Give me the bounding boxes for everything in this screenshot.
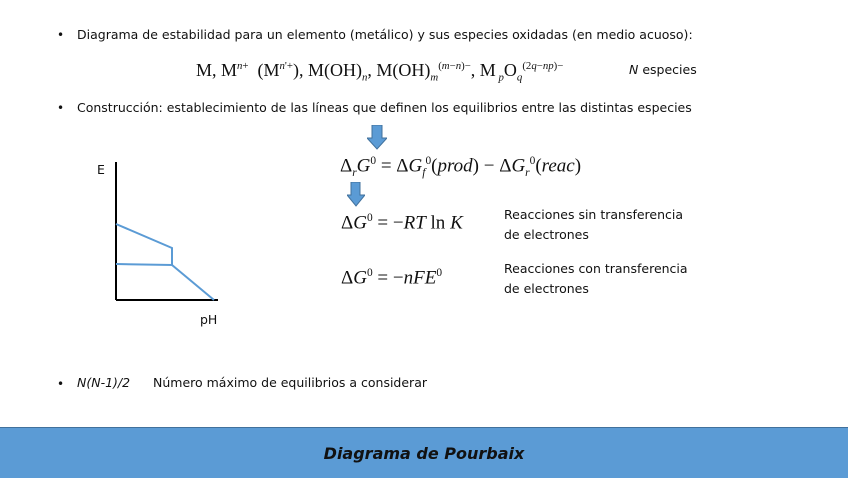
bullet-text-construction: Construcción: establecimiento de las líneas que definen los equilibrios entre las distintas especies <box>77 100 692 115</box>
equation-with-transfer: $\Delta G^0 = -nFE^0$ <box>341 267 443 289</box>
equation-reaction-gibbs: $\Delta_rG^0$ = $\Delta G_f^0(prod)$ − $\Delta G_r^0(reac)$ <box>340 155 582 180</box>
equilibria-formula: N(N-1)/2 <box>77 375 131 390</box>
label-no-transfer-2: de electrones <box>504 227 589 242</box>
axis-label-ph: pH <box>200 312 218 327</box>
species-formula: M, $M^{n+}$ $(M^{n'+})$, $M(OH)_n$, $M(OH)_m^{(m-n)-}$, M $_pO_q^{(2q-np)-}$ <box>196 60 564 84</box>
pourbaix-sketch <box>110 160 230 310</box>
down-arrow-icon <box>367 125 387 150</box>
footer-bar <box>0 427 848 478</box>
label-no-transfer-1: Reacciones sin transferencia <box>504 207 684 222</box>
bullet-symbol-3: • <box>57 377 65 391</box>
bullet-symbol-1: • <box>57 28 65 42</box>
label-with-transfer-2: de electrones <box>504 281 589 296</box>
footer-title: Diagrama de Pourbaix <box>323 443 525 463</box>
species-count: N especies <box>629 62 697 77</box>
label-with-transfer-1: Reacciones con transferencia <box>504 261 688 276</box>
equilibrium-line <box>116 224 172 265</box>
bullet-text-stability: Diagrama de estabilidad para un elemento (metálico) y sus especies oxidadas (en medio acuoso): <box>77 27 693 42</box>
axis-label-e: E <box>97 162 105 177</box>
bullet-text-max-equilibria: Número máximo de equilibrios a considerar <box>153 375 427 390</box>
equation-no-transfer: $\Delta G^0 = -RT$ ln K <box>341 212 463 234</box>
down-arrow-icon <box>347 182 365 207</box>
equilibrium-line <box>172 265 214 300</box>
bullet-symbol-2: • <box>57 101 65 115</box>
